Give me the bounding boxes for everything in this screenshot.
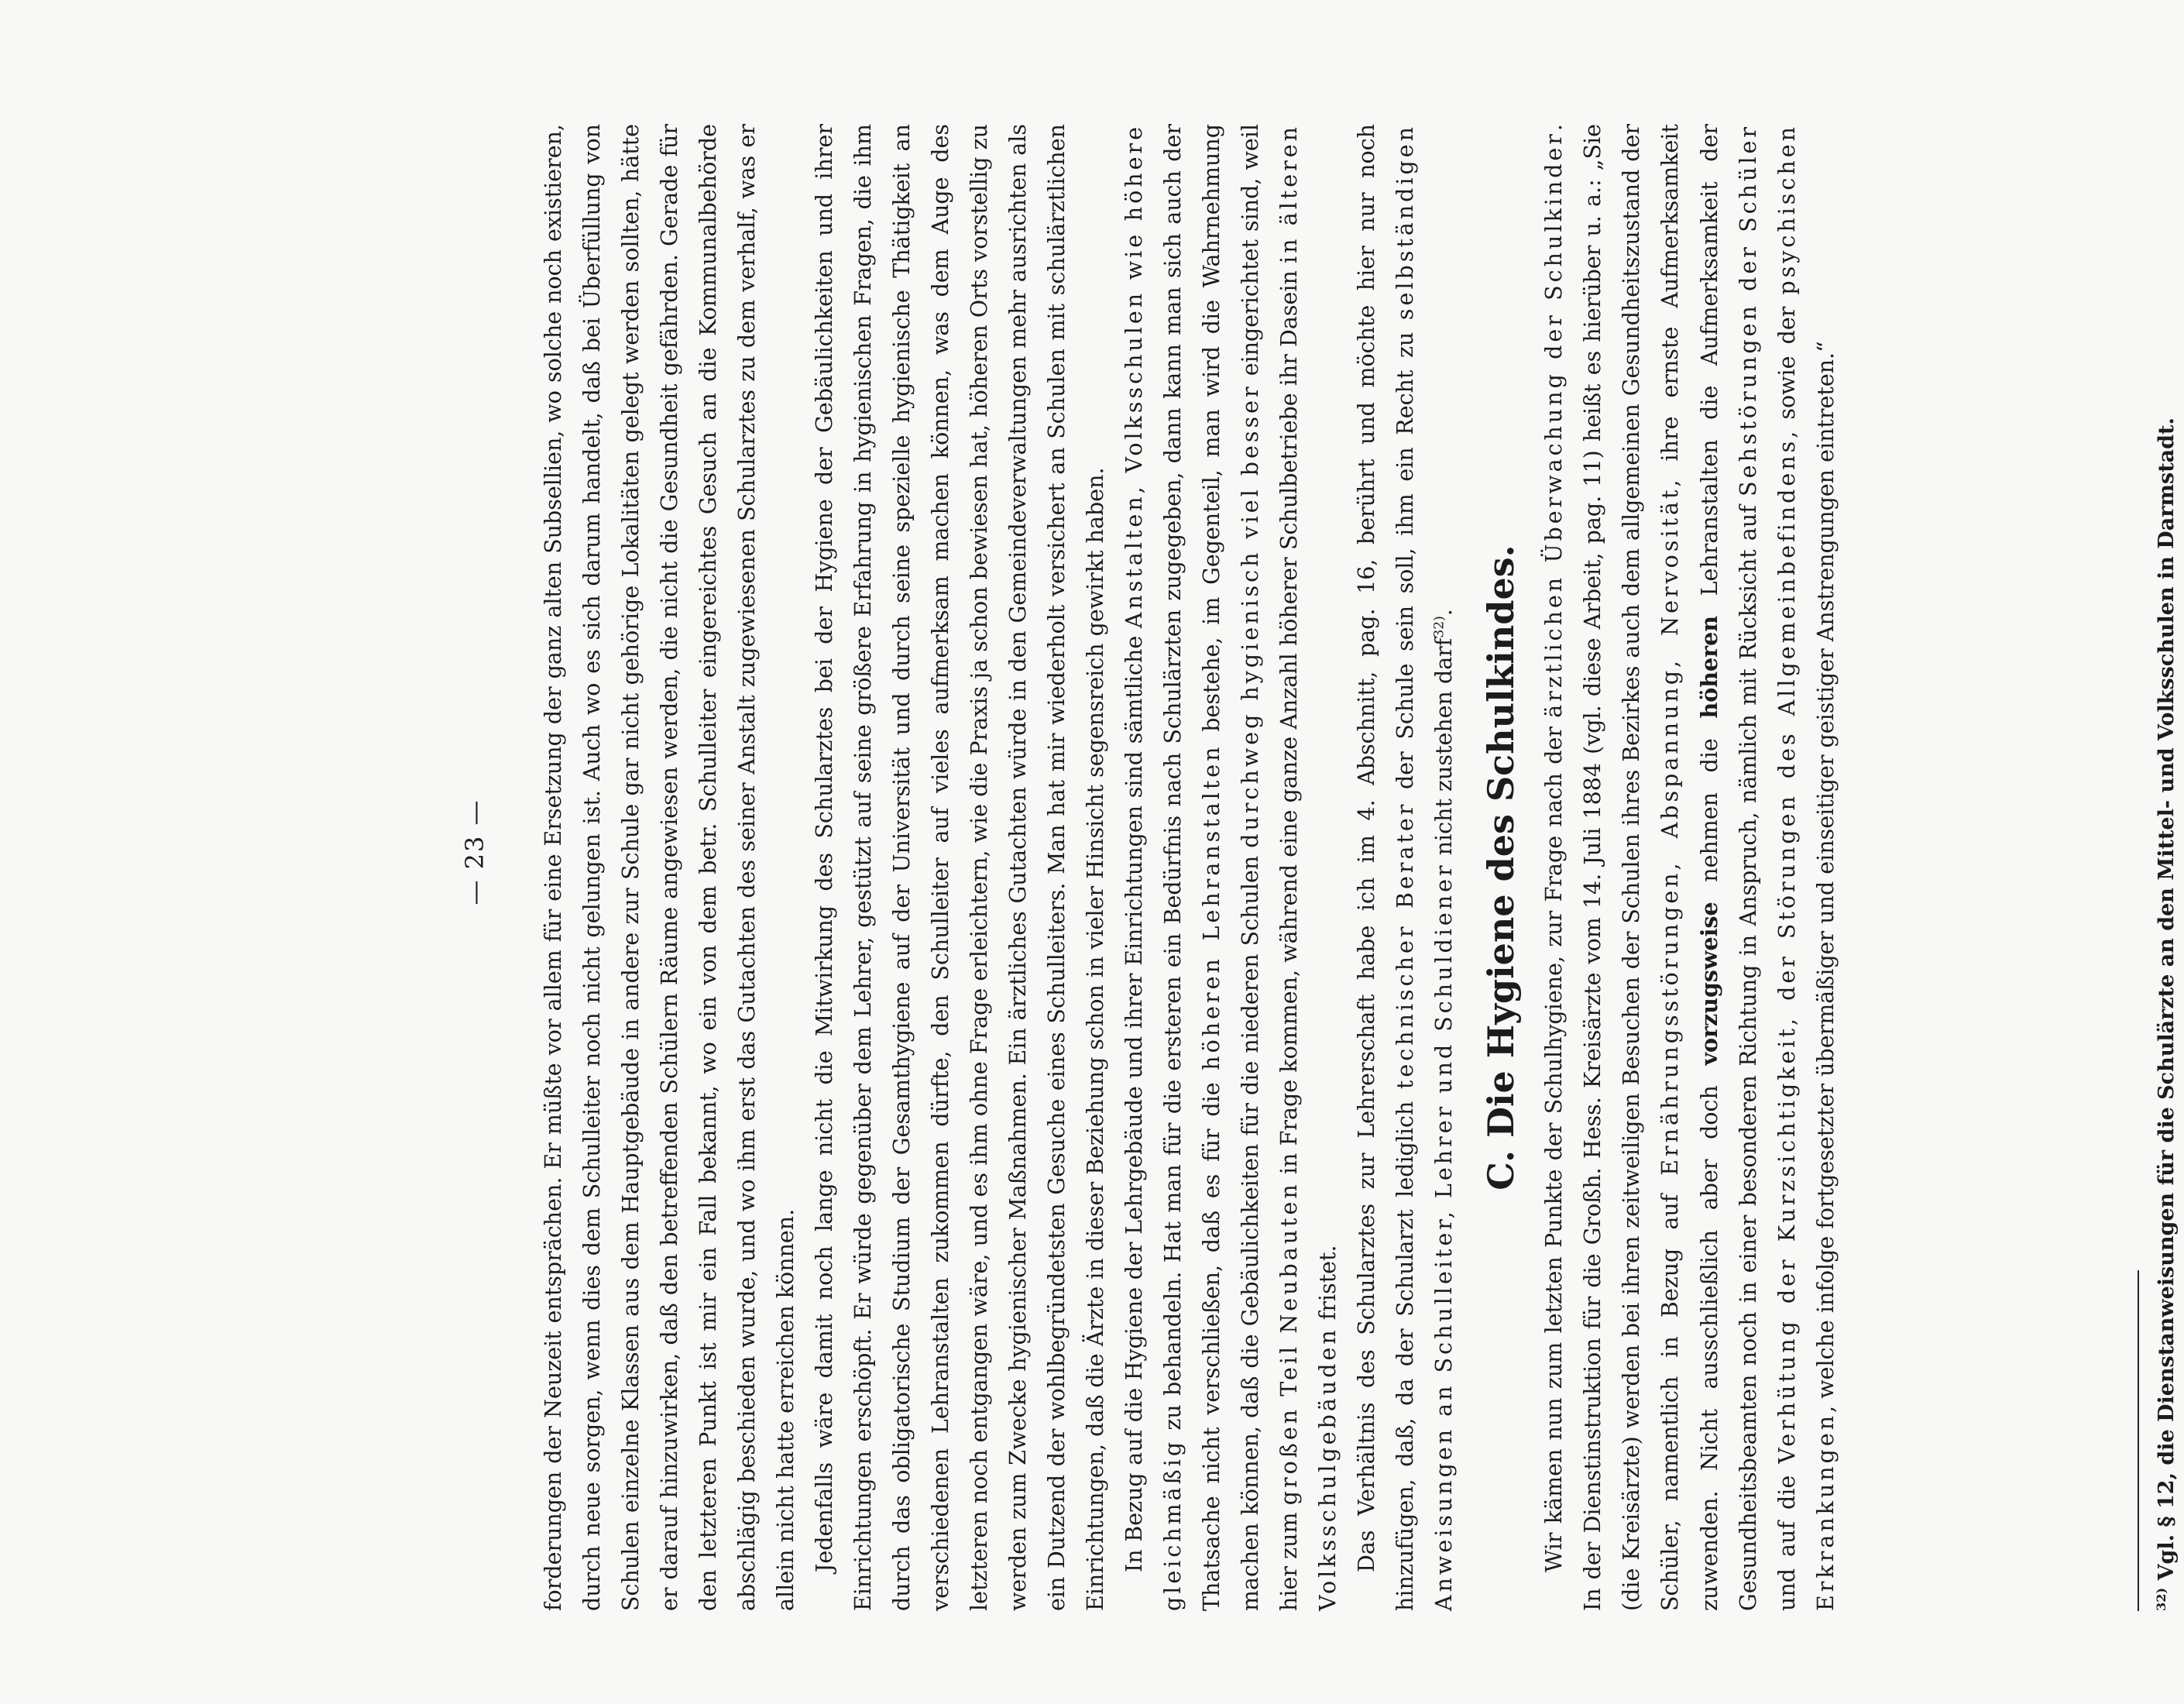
emphasis-text: technischer Berater — [1392, 801, 1418, 1090]
emphasis-text: Ernährungsstörungen, Abspannung, Nervosität — [1657, 486, 1683, 1176]
emphasis-text: Sehstörungen der Schüler — [1736, 123, 1761, 496]
emphasis-text: in älteren Volksschulgebäuden — [1276, 124, 1341, 1611]
text-run: Lehranstalten die Aufmerksamkeit der Gesundheitsbeamten noch in einer besonderen Richtung in Anspruch, nämlich mit Rücksicht auf — [1697, 124, 1761, 1611]
footnote-divider — [2138, 1270, 2139, 1611]
text-run: eingerichtet sind, weil hier zum — [1238, 124, 1302, 1611]
text-run: nicht zustehen darf — [1431, 637, 1457, 863]
text-run: zu behandeln. Hat man für die ersteren ein Bedürfnis nach Schulärzten zugegeben, dann kann man sich auch der Thatsache nicht verschließen, daß es für die — [1160, 124, 1224, 1611]
document-page — [395, 62, 2184, 1642]
emphasis-text: höheren Lehranstalten — [1199, 744, 1224, 1070]
emphasis-text: durchweg hygienisch viel besser — [1238, 383, 1263, 848]
text-run: , sowie der — [1774, 294, 1800, 438]
text-run: . — [1431, 609, 1457, 617]
text-run: fristet. — [1315, 1245, 1341, 1328]
emphasis-text: Verhütung der Kurzsichtigkeit, der Störungen des Allgemeinbefindens — [1774, 438, 1800, 1464]
text-run: Das Verhältnis des Schularztes zur Lehrerschaft habe ich im 4. Abschnitt, pag. 16, berührt und möchte hier nur noch hinzufügen, daß, da der Schularzt lediglich — [1354, 124, 1418, 1611]
text-run: , welche infolge fortgesetzter übermäßiger und einseitiger geistiger Anstrengungen eintreten.“ — [1813, 341, 1839, 1413]
text-run: In Bezug auf die Hygiene der Lehrgebäude und ihrer Einrichtungen sind sämtliche — [1121, 628, 1147, 1572]
text-run: bestehe, im Gegenteil, man wird die Wahrnehmung machen können, daß die Gebäulichkeiten für die niederen Schulen — [1199, 124, 1263, 1611]
text-run: nehmen die — [1697, 718, 1722, 902]
bold-text: höheren — [1696, 616, 1722, 719]
text-run: . In der Dienstinstruktion für die Großh. Hess. Kreisärzte vom 14. Juli 1884 (vgl. diese Arbeit, pag. 11) heißt es hierüber u. a.: „Sie (die Kreisärzte) werden bei ihren zeitweiligen Besuchen der Schulen ihres Bezirkes auch dem allgemeinen Gesundheitszustand der Schüler, namentlich in Bezug auf — [1541, 124, 1683, 1611]
paragraph-1: forderungen der Neuzeit entsprächen. Er müßte vor allem für eine Ersetzung der ganz alten Subsellien, wo solche noch existieren, durch neue sorgen, wenn dies dem Schulleiter noch nicht gelungen ist. Auch wo es sich darum handelt, daß bei Überfüllung von Schulen einzelne Klassen aus dem Hauptgebäude in andere zur Schule gar nicht gehörige Lokalitäten gelegt werden sollten, hätte er darauf hinzuwirken, daß den betreffenden Schülern Räume angewiesen werden, die nicht die Gesundheit gefährden. Gerade für den letzteren Punkt ist mir ein Fall bekannt, wo ein von dem betr. Schulleiter eingereichtes Gesuch an die Kommunalbehörde abschlägig beschieden wurde, und wo ihm erst das Gutachten des seiner Anstalt zugewiesenen Schularztes zu dem verhalf, was er allein nicht hatte erreichen können. — [541, 124, 798, 1611]
page-number: — 23 — — [460, 799, 489, 905]
footnote-number: 32) — [2154, 1587, 2169, 1611]
text-run: Wir kämen nun zum letzten Punkte der Schulhygiene, zur Frage nach der — [1541, 717, 1567, 1572]
text-run: , ihre ernste Aufmerksamkeit zuwenden. Nicht ausschließlich aber doch — [1657, 124, 1722, 1611]
paragraph-5 — [1535, 124, 1846, 1611]
text-run: der Schule sein soll, ihm ein Recht zu — [1392, 320, 1418, 802]
section-heading: C. Die Hygiene des Schulkindes. — [1480, 545, 1522, 1190]
emphasis-text: ärztlichen Überwachung der Schulkinder — [1541, 131, 1567, 718]
paragraph-2: Jedenfalls wäre damit noch lange nicht die Mitwirkung des Schularztes bei der Hygiene der Gebäulichkeiten und ihrer Einrichtungen erschöpft. Er würde gegenüber dem Lehrer, gestützt auf seine größere Erfahrung in hygienischen Fragen, die ihm durch das obligatorische Studium der Gesamthygiene auf der Universität und durch seine spezielle hygienische Thätigkeit an verschiedenen Lehranstalten zukommen dürfte, den Schulleiter auf vieles aufmerksam machen können, was dem Auge des letzteren noch entgangen wäre, und es ihm ohne Frage erleichtern, wie die Praxis ja schon bewiesen hat, höheren Orts vorstellig zu werden zum Zwecke hygienischer Maßnahmen. Ein ärztliches Gutachten würde in den Gemeindeverwaltungen mehr ausrichten als ein Dutzend der wohlbegründetsten Gesuche eines Schulleiters. Man hat mir wiederholt versichert an Schulen mit schulärztlichen Einrichtungen, daß die Ärzte in dieser Beziehung schon in vieler Hinsicht segensreich gewirkt haben. — [812, 124, 1108, 1611]
paragraph-4 — [1348, 124, 1464, 1611]
footnote — [2151, 124, 2182, 1611]
footnote-text: Vgl. § 12, die Dienstanweisungen für die Schulärzte an den Mittel- und Volksschulen in Darmstadt. — [2155, 417, 2179, 1588]
text-run: und auf die — [1774, 1463, 1800, 1611]
emphasis-text: psychischen Erkrankungen — [1774, 124, 1839, 1611]
emphasis-text: Anstalten, Volksschulen wie höhere gleichmäßig — [1121, 124, 1186, 1611]
text-run: in Frage kommen, während eine ganze Anzahl höherer Schulbetriebe ihr Dasein — [1276, 263, 1302, 1182]
emphasis-text: selbständigen Anweisungen an Schulleiter, Lehrer und Schuldiener — [1392, 123, 1457, 1611]
paragraph-3 — [1115, 124, 1348, 1611]
bold-text: vorzugsweise — [1696, 902, 1722, 1066]
emphasis-text: großen Teil Neubauten — [1276, 1181, 1302, 1506]
body-text — [534, 124, 1846, 1611]
footnote-reference: 32) — [1431, 616, 1447, 638]
